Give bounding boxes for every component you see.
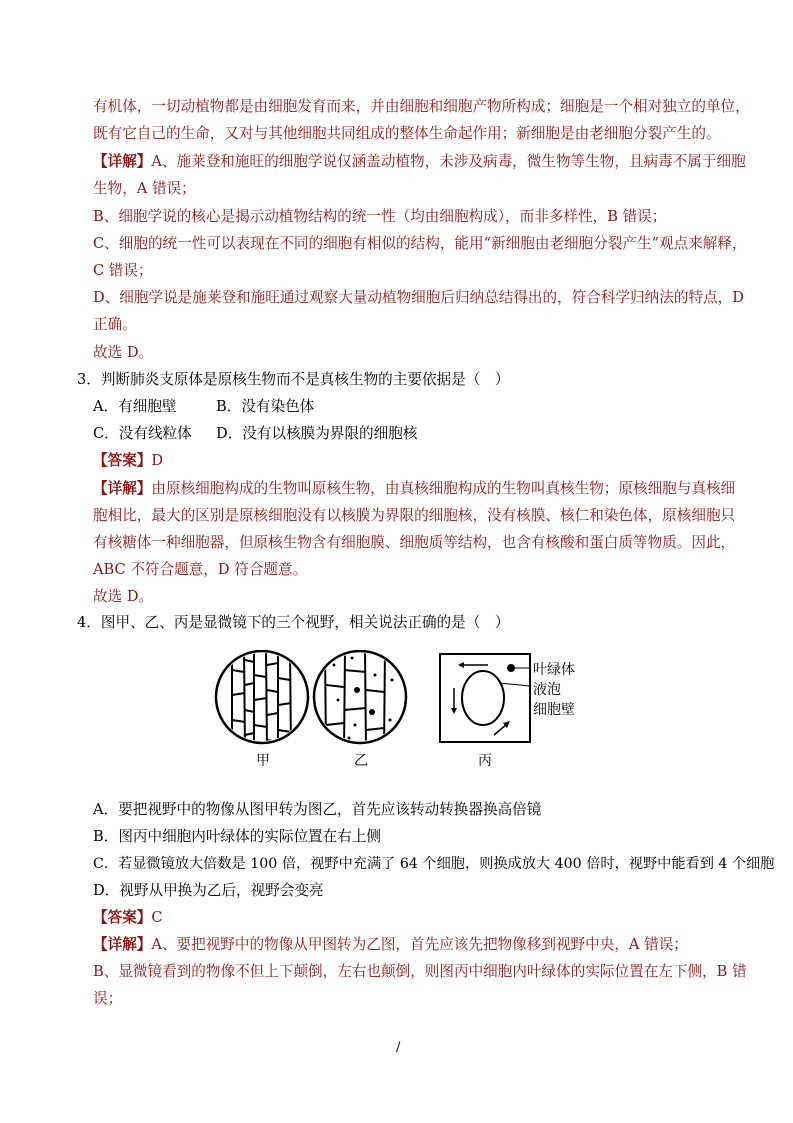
option-d: D．没有以核膜为界限的细胞核: [216, 425, 418, 442]
detail-line: [93, 152, 746, 172]
label-vacuole: 液泡: [533, 682, 561, 698]
option-d: D．视野从甲换为乙后，视野会变亮: [93, 882, 324, 899]
option-a: A．要把视野中的物像从图甲转为图乙，首先应该转动转换器换高倍镜: [93, 801, 542, 818]
text-line: 有核糖体一种细胞器，但原核生物含有细胞膜、细胞质等结构，也含有核酸和蛋白质等物质。因此，: [93, 534, 736, 551]
detail-tag: 【详解】: [93, 936, 152, 953]
field-jia: [216, 650, 308, 750]
option-b: B．没有染色体: [216, 398, 315, 415]
text-line: 有机体，一切动植物都是由细胞发育而来，并由细胞和细胞产物所构成；细胞是一个相对独立的单位，: [93, 98, 750, 115]
question-stem: 4．图甲、乙、丙是显微镜下的三个视野，相关说法正确的是（ ）: [77, 614, 510, 631]
label-wall: 细胞壁: [533, 702, 575, 718]
answer-value: D: [151, 452, 164, 469]
microscope-figure: [210, 650, 610, 770]
answer-line: [93, 451, 163, 471]
detail-text: A、要把视野中的物像从甲图转为乙图，首先应该先把物像移到视野中央，A 错误；: [151, 936, 688, 953]
detail-tag: 【详解】: [93, 153, 152, 170]
text-line: B、显微镜看到的物像不但上下颠倒，左右也颠倒，则图丙中细胞内叶绿体的实际位置在左下侧，B 错: [93, 963, 747, 980]
label-chloroplast: 叶绿体: [533, 662, 575, 678]
detail-tag: 【详解】: [93, 480, 152, 497]
detail-text: 由原核细胞构成的生物叫原核生物，由真核细胞构成的生物叫真核生物；原核细胞与真核细: [151, 480, 736, 497]
choice-line: 故选 D。: [93, 588, 154, 605]
label-bing: 丙: [478, 753, 492, 769]
choice-line: 故选 D。: [93, 344, 154, 361]
answer-value: C: [151, 909, 163, 926]
text-line: D、细胞学说是施莱登和施旺通过观察大量动植物细胞后归纳总结得出的，符合科学归纳法的特点，D: [93, 289, 744, 306]
detail-text: A、施莱登和施旺的细胞学说仅涵盖动植物，未涉及病毒，微生物等生物，且病毒不属于细胞: [151, 153, 746, 170]
page-number: /: [396, 1040, 401, 1055]
detail-line: [93, 935, 688, 955]
text-line: 正确。: [93, 316, 137, 333]
option-c: C．没有线粒体: [93, 425, 192, 442]
answer-tag: 【答案】: [93, 452, 152, 469]
text-line: C 错误；: [93, 262, 153, 279]
text-line: 误；: [93, 990, 123, 1007]
field-yi: [314, 650, 406, 750]
text-line: B、细胞学说的核心是揭示动植物结构的统一性（均由细胞构成），而非多样性，B 错误；: [93, 208, 667, 225]
answer-tag: 【答案】: [93, 909, 152, 926]
text-line: 生物，A 错误；: [93, 180, 196, 197]
text-line: ABC 不符合题意，D 符合题意。: [93, 561, 308, 578]
text-line: 既有它自己的生命，又对与其他细胞共同组成的整体生命起作用；新细胞是由老细胞分裂产生的。: [93, 125, 721, 142]
field-bing: [440, 654, 530, 742]
label-yi: 乙: [354, 753, 368, 769]
detail-line: [93, 479, 735, 499]
question-stem: 3．判断肺炎支原体是原核生物而不是真核生物的主要依据是（ ）: [77, 371, 510, 388]
option-b: B．图丙中细胞内叶绿体的实际位置在右上侧: [93, 828, 382, 845]
text-line: 胞相比，最大的区别是原核细胞没有以核膜为界限的细胞核，没有核膜、核仁和染色体，原核细胞只: [93, 507, 736, 524]
answer-line: [93, 908, 163, 928]
option-c: C．若显微镜放大倍数是 100 倍，视野中充满了 64 个细胞，则换成放大 400 倍时，视野中能看到 4 个细胞: [93, 856, 775, 872]
option-a: A．有细胞壁: [93, 398, 177, 415]
text-line: C、细胞的统一性可以表现在不同的细胞有相似的结构，能用“新细胞由老细胞分裂产生”观点来解释，: [93, 235, 747, 252]
label-jia: 甲: [256, 753, 270, 769]
